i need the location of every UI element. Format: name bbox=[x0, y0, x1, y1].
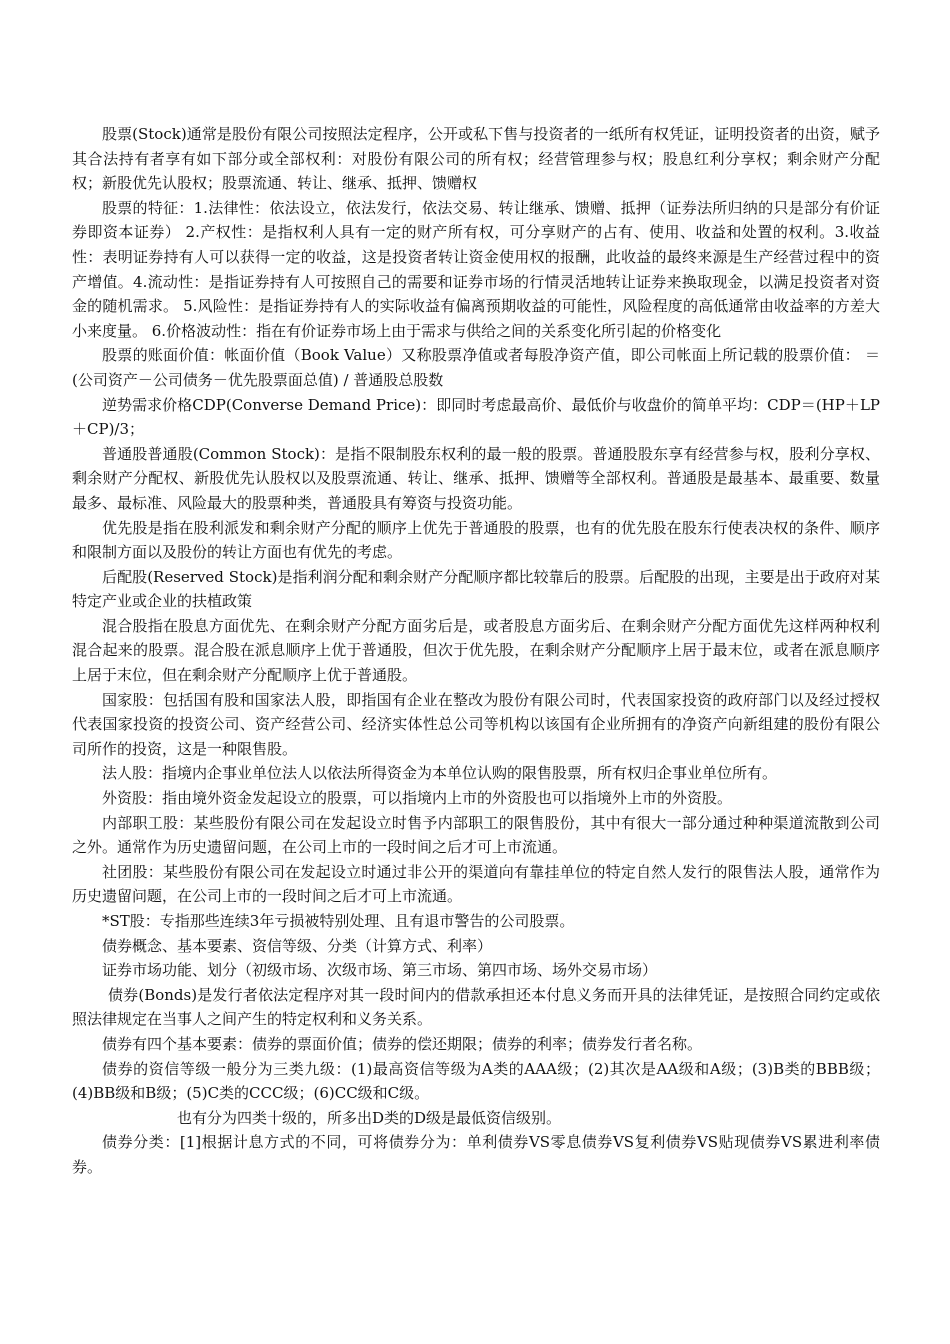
paragraph-credit-rating-extra: 也有分为四类十级的，所多出D类的D级是最低资信级别。 bbox=[177, 1108, 562, 1127]
paragraph-stock-features: 股票的特征：1.法律性：依法设立，依法发行，依法交易、转让继承、馈赠、抵押（证券法所归纳的只是部分有价证券即资本证券） 2.产权性：是指权利人具有一定的财产所有权，可分享财产的占有、使用、收益和处置的权利。3.收益性：表明证券持有人可以获得一定的收益，这是投资者转让资金使用权的报酬，此收益的最终来源是生产经营过程中的资产增值。4.流动性：是指证券持有人可按照自己的需要和证券市场的行情灵活地转让证券来换取现金，以满足投资者对资金的随机需求。 5.风险性：是指证券持有人的实际收益有偏离预期收益的可能性，风险程度的高低通常由收益率的方差大小来度量。 6.价格波动性：指在有价证券市场上由于需求与供给之间的关系变化所引起的价格变化 bbox=[72, 198, 880, 340]
paragraph-credit-rating: 债券的资信等级一般分为三类九级：(1)最高资信等级为A类的AAA级；(2)其次是AA级和A级；(3)B类的BBB级；(4)BB级和B级；(5)C类的CCC级；(6)CC级和C级。 bbox=[72, 1059, 880, 1103]
paragraph-cdp: 逆势需求价格CDP(Converse Demand Price)：即同时考虑最高价、最低价与收盘价的简单平均：CDP＝(HP＋LP＋CP)/3； bbox=[72, 395, 880, 439]
document-body bbox=[72, 122, 880, 1180]
paragraph-mixed-stock: 混合股指在股息方面优先、在剩余财产分配方面劣后是，或者股息方面劣后、在剩余财产分配方面优先这样两种权利混合起来的股票。混合股在派息顺序上优于普通股，但次于优先股，在剩余财产分配顺序上居于最末位，或者在派息顺序上居于末位，但在剩余财产分配顺序上优于普通股。 bbox=[72, 616, 880, 685]
paragraph-state-stock: 国家股：包括国有股和国家法人股，即指国有企业在整改为股份有限公司时，代表国家投资的政府部门以及经过授权代表国家投资的投资公司、资产经营公司、经济实体性总公司等机构以该国有企业所拥有的净资产向新组建的股份有限公司所作的投资，这是一种限售股。 bbox=[72, 690, 880, 758]
paragraph-association-stock: 社团股：某些股份有限公司在发起设立时通过非公开的渠道向有靠挂单位的特定自然人发行的限售法人股，通常作为历史遗留问题，在公司上市的一段时间之后才可上市流通。 bbox=[72, 862, 880, 906]
paragraph-employee-stock: 内部职工股：某些股份有限公司在发起设立时售予内部职工的限售股份，其中有很大一部分通过种种渠道流散到公司之外。通常作为历史遗留问题，在公司上市的一段时间之后才可上市流通。 bbox=[72, 813, 880, 857]
paragraph-bond-elements: 债券有四个基本要素：债券的票面价值；债券的偿还期限；债券的利率；债券发行者名称。 bbox=[102, 1034, 703, 1053]
paragraph-foreign-stock: 外资股：指由境外资金发起设立的股票，可以指境内上市的外资股也可以指境外上市的外资股。 bbox=[102, 789, 733, 808]
paragraph-common-stock: 普通股普通股(Common Stock)：是指不限制股东权利的最一般的股票。普通股股东享有经营参与权，股利分享权、剩余财产分配权、新股优先认股权以及股票流通、转让、继承、抵押、馈赠等全部权利。普通股是最基本、最重要、数量最多、最标准、风险最大的股票种类，普通股具有筹资与投资功能。 bbox=[72, 444, 880, 512]
paragraph-legal-person-stock: 法人股：指境内企事业单位法人以依法所得资金为本单位认购的限售股票，所有权归企事业单位所有。 bbox=[102, 764, 778, 783]
paragraph-st-stock: *ST股：专指那些连续3年亏损被特别处理、且有退市警告的公司股票。 bbox=[102, 912, 575, 930]
paragraph-bond-classification: 债券分类：[1]根据计息方式的不同，可将债券分为：单利债券VS零息债券VS复利债券VS贴现债券VS累进利率债券。 bbox=[72, 1133, 880, 1176]
paragraph-stock-definition: 股票(Stock)通常是股份有限公司按照法定程序，公开或私下售与投资者的一纸所有权凭证，证明投资者的出资，赋予其合法持有者享有如下部分或全部权利：对股份有限公司的所有权；经营管理参与权；股息红利分享权；剩余财产分配权；新股优先认股权；股票流通、转让、继承、抵押、馈赠权 bbox=[72, 125, 880, 193]
paragraph-bond-definition: 债券(Bonds)是发行者依法定程序对其一段时间内的借款承担还本付息义务而开具的法律凭证，是按照合同约定或依照法律规定在当事人之间产生的特定权利和义务关系。 bbox=[72, 985, 880, 1029]
paragraph-preferred-stock: 优先股是指在股利派发和剩余财产分配的顺序上优先于普通股的股票，也有的优先股在股东行使表决权的条件、顺序和限制方面以及股份的转让方面也有优先的考虑。 bbox=[72, 518, 880, 562]
paragraph-reserved-stock: 后配股(Reserved Stock)是指利润分配和剩余财产分配顺序都比较靠后的股票。后配股的出现，主要是出于政府对某特定产业或企业的扶植政策 bbox=[72, 567, 880, 611]
paragraph-book-value: 股票的账面价值：帐面价值（Book Value）又称股票净值或者每股净资产值，即公司帐面上所记载的股票价值： ＝(公司资产－公司债务－优先股票面总值) / 普通股总股数 bbox=[72, 346, 880, 389]
paragraph-market-outline: 证券市场功能、划分（初级市场、次级市场、第三市场、第四市场、场外交易市场） bbox=[102, 961, 658, 980]
paragraph-bond-outline: 债券概念、基本要素、资信等级、分类（计算方式、利率） bbox=[102, 936, 493, 955]
